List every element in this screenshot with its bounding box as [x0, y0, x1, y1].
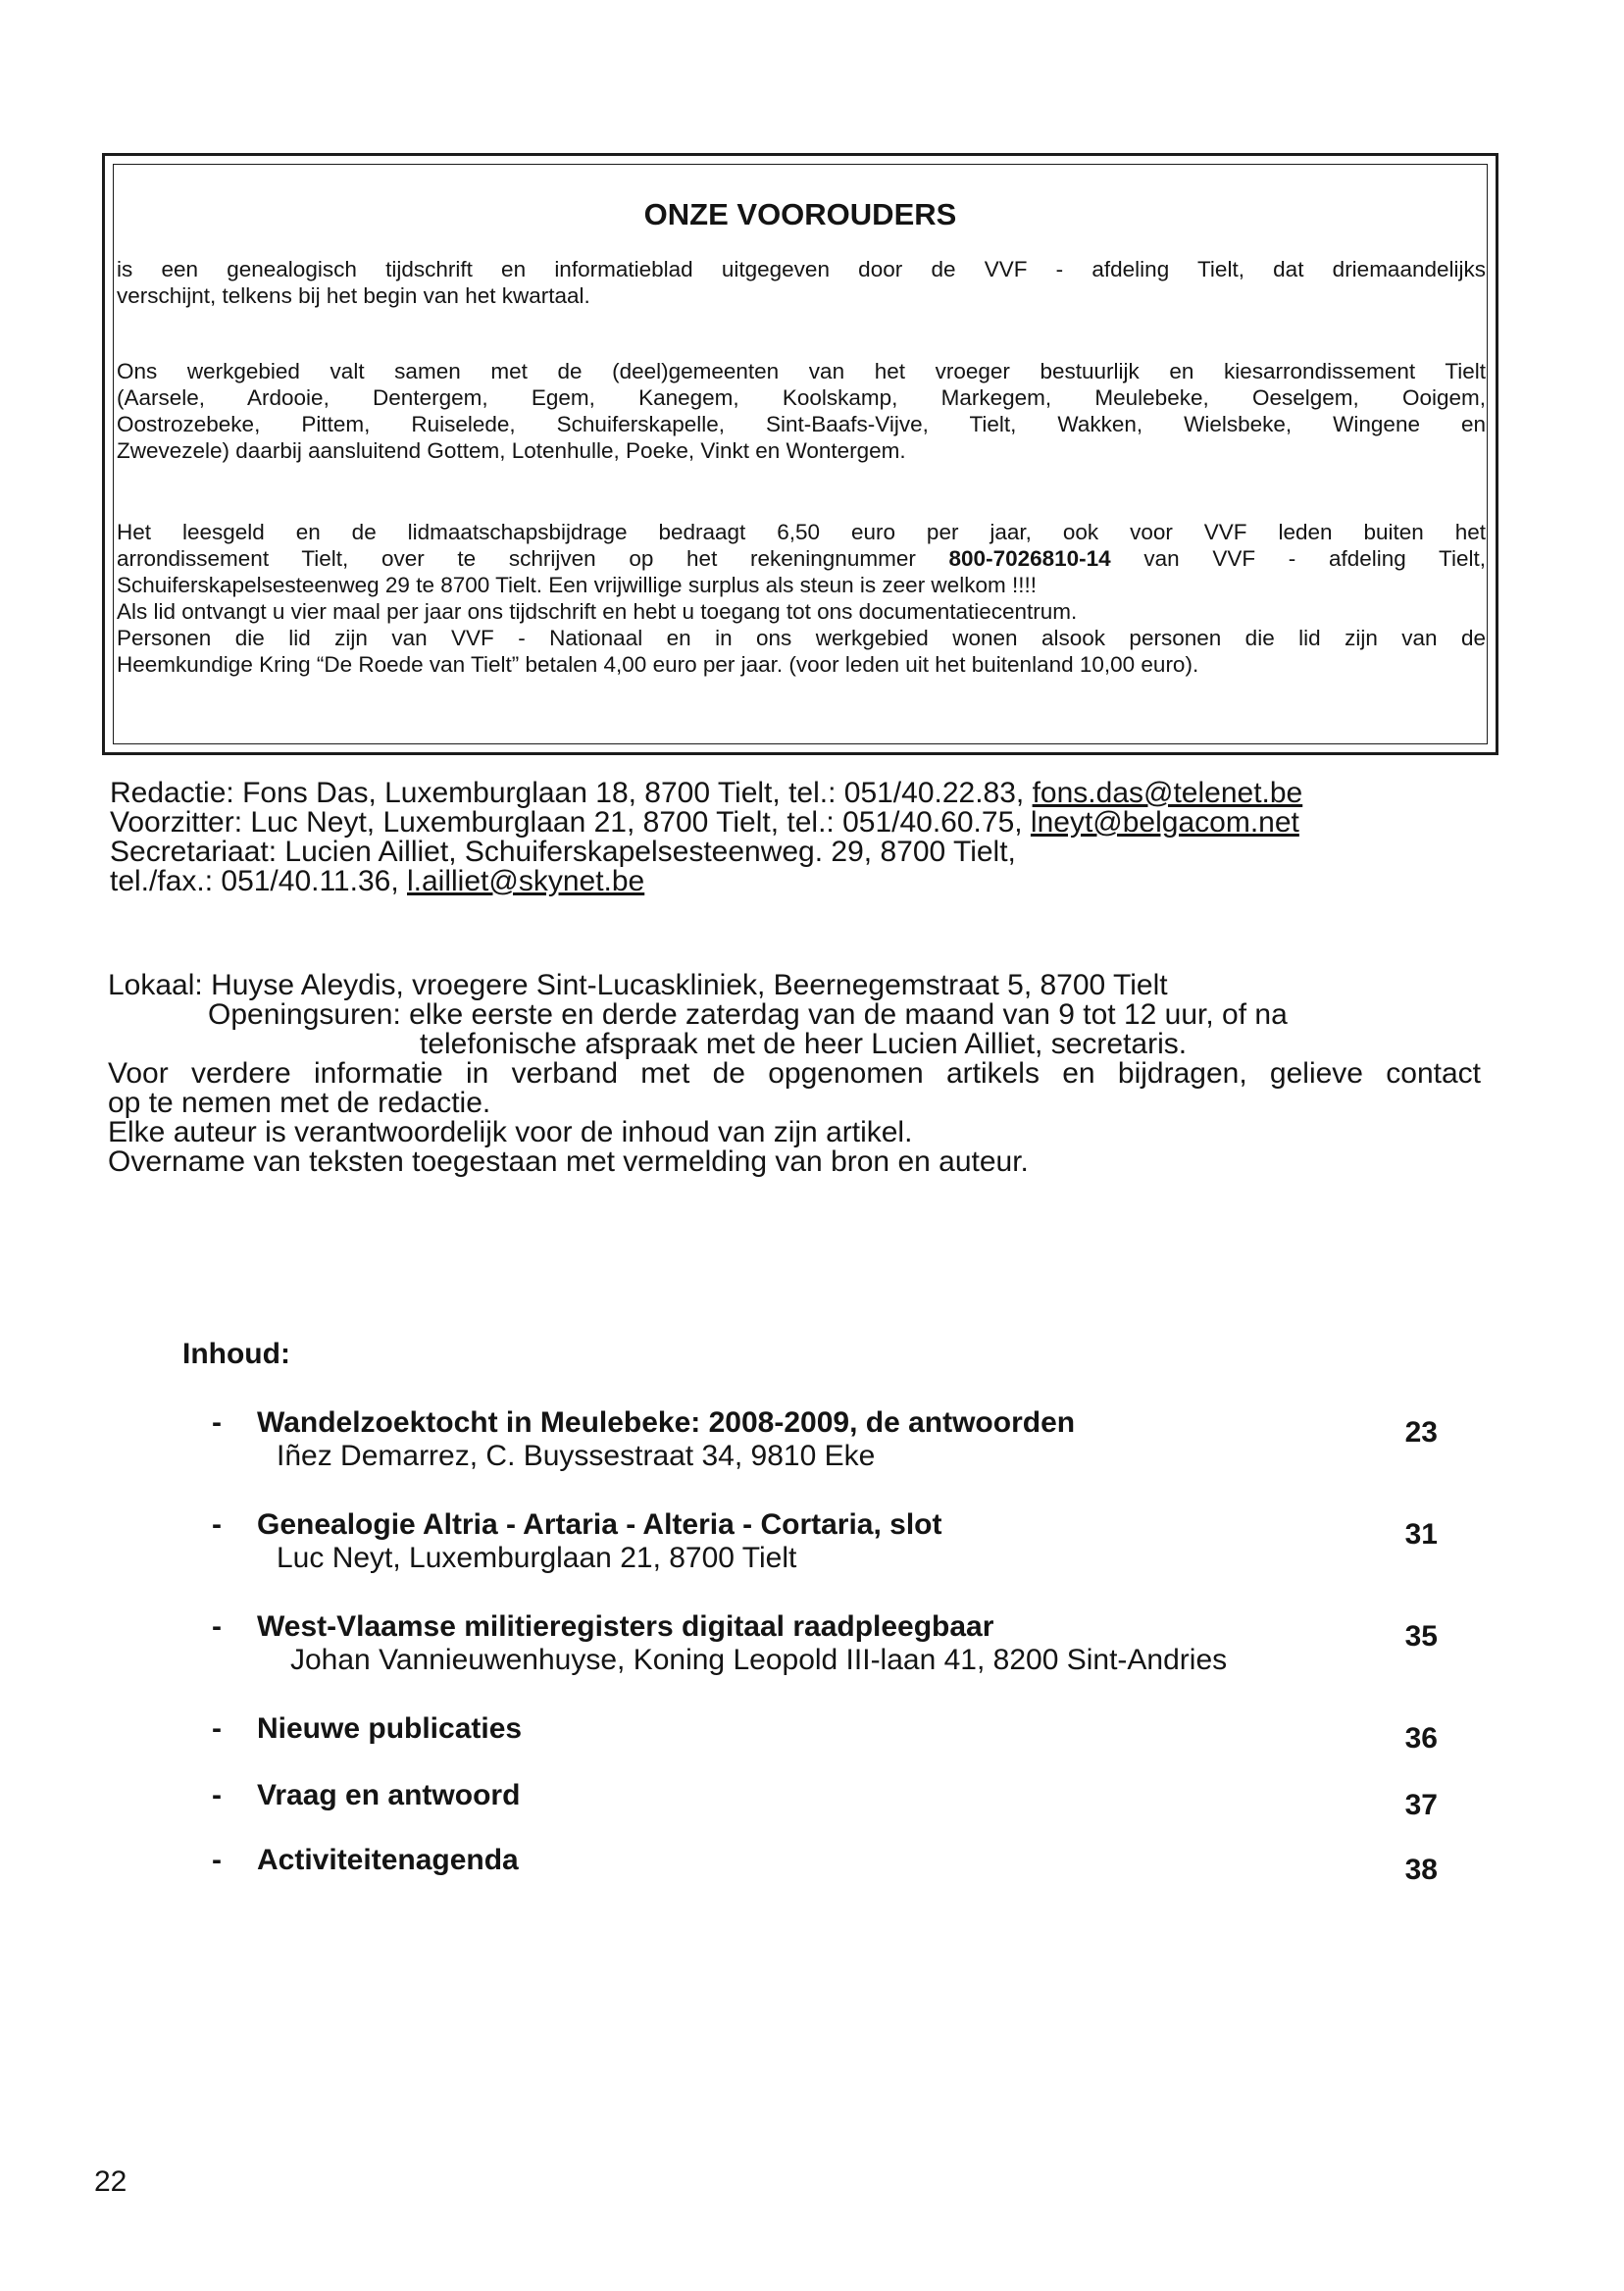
membership-line-2-start: arrondissement Tielt, over te schrijven op het rekeningnummer — [117, 546, 916, 571]
contacts-block — [110, 779, 1483, 896]
voorzitter-line — [110, 808, 1483, 838]
intro-line-1: is een genealogisch tijdschrift en informatieblad uitgegeven door de VVF - afdeling Tielt, dat driemaandelijks — [117, 257, 1486, 281]
work-area-paragraph — [117, 358, 1486, 464]
toc-item-author: Iñez Demarrez, C. Buyssestraat 34, 9810 Eke — [277, 1440, 876, 1472]
lokaal-line: Lokaal: Huyse Aleydis, vroegere Sint-Lucaskliniek, Beernegemstraat 5, 8700 Tielt — [108, 969, 1168, 1001]
voorzitter-email-link[interactable]: lneyt@belgacom.net — [1030, 806, 1299, 839]
membership-line-3: Schuiferskapelsesteenweg 29 te 8700 Tielt. Een vrijwillige surplus als steun is zeer welkom !!!! — [117, 573, 1037, 597]
toc-item-title: Vraag en antwoord — [257, 1779, 521, 1811]
toc-bullet: - — [212, 1712, 222, 1745]
toc-item-page: 31 — [1404, 1518, 1438, 1551]
toc-bullet: - — [212, 1508, 222, 1541]
afspraak-line: telefonische afspraak met de heer Lucien Ailliet, secretaris. — [420, 1028, 1188, 1060]
toc-item-page: 37 — [1404, 1789, 1438, 1821]
magazine-title: ONZE VOOROUDERS — [643, 197, 957, 231]
toc-item-page: 38 — [1404, 1854, 1438, 1886]
overname-line: Overname van teksten toegestaan met vermelding van bron en auteur. — [108, 1146, 1029, 1178]
page-number: 22 — [94, 2165, 127, 2198]
toc-item-page: 35 — [1404, 1620, 1438, 1653]
info-box — [102, 153, 1498, 755]
toc-item-title: Wandelzoektocht in Meulebeke: 2008-2009, de antwoorden — [257, 1406, 1076, 1439]
toc-item-page: 36 — [1404, 1722, 1438, 1755]
voorzitter-text: Voorzitter: Luc Neyt, Luxemburglaan 21, 8700 Tielt, tel.: 051/40.60.75, — [110, 806, 1031, 839]
membership-line-4: Als lid ontvangt u vier maal per jaar ons tijdschrift en hebt u toegang tot ons documentatiecentrum. — [117, 599, 1078, 624]
toc-heading: Inhoud: — [182, 1338, 290, 1370]
toc-item-title: Genealogie Altria - Artaria - Alteria - Cortaria, slot — [257, 1508, 942, 1541]
redactie-text: Redactie: Fons Das, Luxemburglaan 18, 8700 Tielt, tel.: 051/40.22.83, — [110, 777, 1033, 809]
work-area-line-3: Oostrozebeke, Pittem, Ruiselede, Schuiferskapelle, Sint-Baafs-Vijve, Tielt, Wakken, Wielsbeke, Wingene en — [117, 412, 1486, 436]
openingsuren-line: Openingsuren: elke eerste en derde zaterdag van de maand van 9 tot 12 uur, of na — [208, 998, 1288, 1031]
membership-line-2 — [117, 545, 1486, 572]
toc-item-title: Activiteitenagenda — [257, 1844, 519, 1876]
toc-bullet: - — [212, 1406, 222, 1439]
membership-line-6: Heemkundige Kring “De Roede van Tielt” betalen 4,00 euro per jaar. (voor leden uit het buitenland 10,00 euro). — [117, 652, 1199, 677]
redactie-line — [110, 779, 1483, 808]
membership-line-5: Personen die lid zijn van VVF - Nationaal en in ons werkgebied wonen alsook personen die lid zijn van de — [117, 626, 1486, 650]
location-block — [108, 971, 1481, 1177]
toc-item-author: Johan Vannieuwenhuyse, Koning Leopold III-laan 41, 8200 Sint-Andries — [290, 1644, 1228, 1676]
info-line-1: Voor verdere informatie in verband met de opgenomen artikels en bijdragen, gelieve contact — [108, 1057, 1481, 1090]
secretariaat-line: Secretariaat: Lucien Ailliet, Schuiferskapelsesteenweg. 29, 8700 Tielt, — [110, 836, 1016, 868]
secretariaat-email-link[interactable]: l.ailliet@skynet.be — [407, 865, 645, 897]
membership-paragraph — [117, 519, 1486, 678]
toc-item-page: 23 — [1404, 1416, 1438, 1449]
telfax-line — [110, 867, 1483, 896]
auteur-line: Elke auteur is verantwoordelijk voor de inhoud van zijn artikel. — [108, 1116, 913, 1148]
membership-line-1: Het leesgeld en de lidmaatschapsbijdrage bedraagt 6,50 euro per jaar, ook voor VVF leden buiten het — [117, 520, 1486, 544]
toc-item-author: Luc Neyt, Luxemburglaan 21, 8700 Tielt — [277, 1542, 797, 1574]
work-area-line-2: (Aarsele, Ardooie, Dentergem, Egem, Kanegem, Koolskamp, Markegem, Meulebeke, Oeselgem, Ooigem, — [117, 385, 1486, 410]
intro-paragraph — [117, 256, 1486, 309]
work-area-line-1: Ons werkgebied valt samen met de (deel)gemeenten van het vroeger bestuurlijk en kiesarrondissement Tielt — [117, 359, 1486, 383]
toc-bullet: - — [212, 1779, 222, 1811]
toc-bullet: - — [212, 1610, 222, 1643]
work-area-line-4: Zwevezele) daarbij aansluitend Gottem, Lotenhulle, Poeke, Vinkt en Wontergem. — [117, 438, 906, 463]
membership-line-2-end: van VVF - afdeling Tielt, — [1143, 546, 1486, 571]
info-line-2: op te nemen met de redactie. — [108, 1087, 491, 1119]
redactie-email-link[interactable]: fons.das@telenet.be — [1032, 777, 1303, 809]
toc-bullet: - — [212, 1844, 222, 1876]
intro-line-2: verschijnt, telkens bij het begin van het kwartaal. — [117, 283, 590, 308]
telfax-text: tel./fax.: 051/40.11.36, — [110, 865, 407, 897]
toc-item-title: Nieuwe publicaties — [257, 1712, 523, 1745]
toc-item-title: West-Vlaamse militieregisters digitaal raadpleegbaar — [257, 1610, 994, 1643]
account-number: 800-7026810-14 — [948, 546, 1111, 571]
